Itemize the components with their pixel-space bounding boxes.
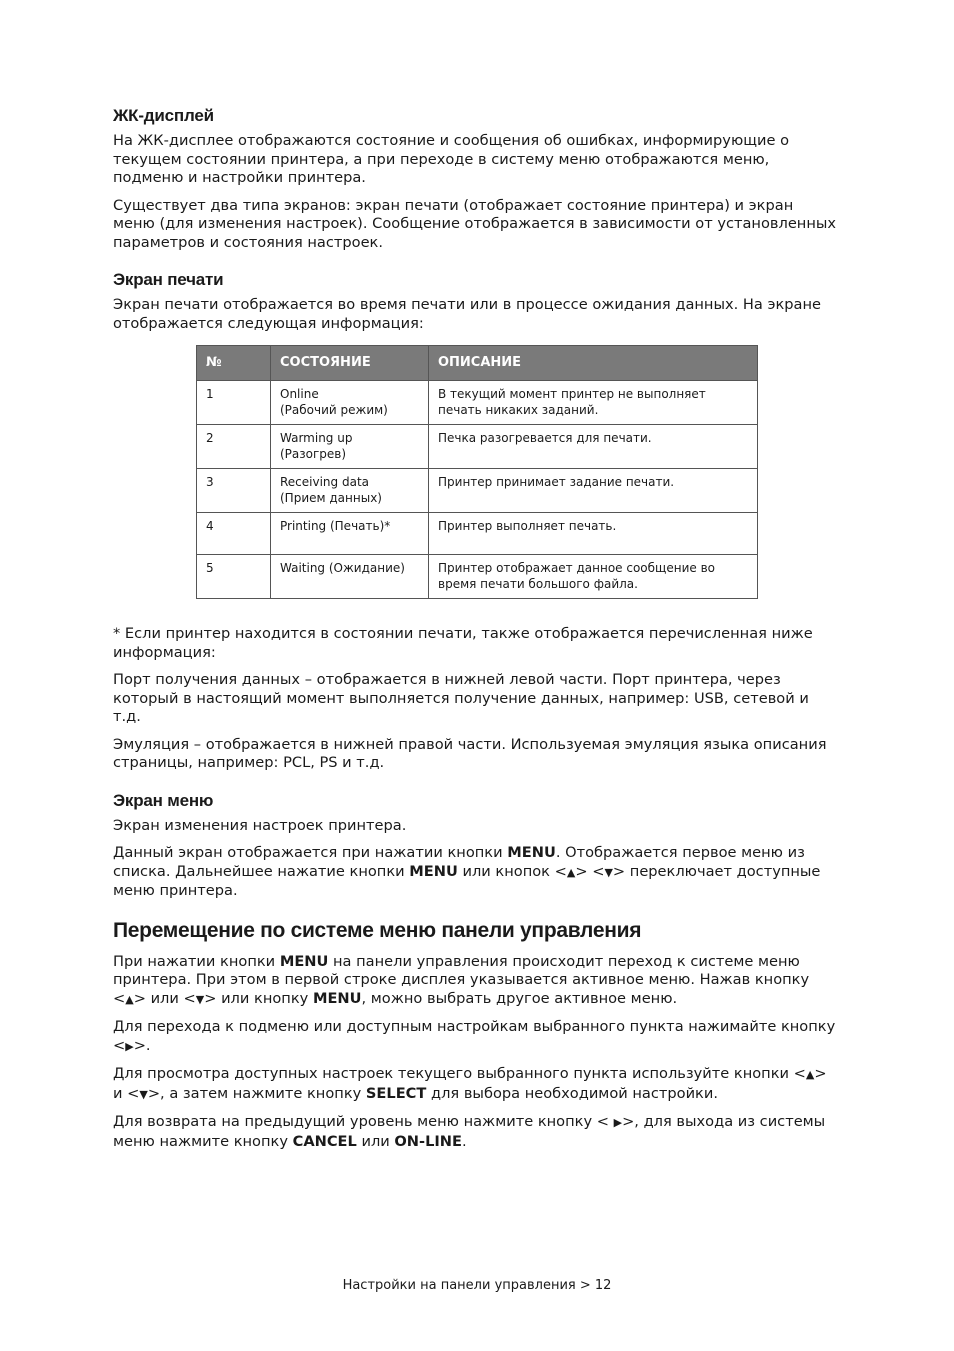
cell-description: Принтер принимает задание печати. <box>429 469 758 513</box>
print-note: * Если принтер находится в состоянии печати, также отображается перечисленная ниже информация: <box>113 625 813 661</box>
header-number: № <box>197 346 271 381</box>
right-arrow-icon: ▶ <box>125 1039 134 1053</box>
cell-number: 1 <box>197 381 271 425</box>
down-arrow-icon: ▼ <box>139 1087 148 1101</box>
cell-state: Waiting (Ожидание) <box>271 555 429 599</box>
cell-description: В текущий момент принтер не выполняет печать никаких заданий. <box>429 381 758 425</box>
emulation-paragraph: Эмуляция – отображается в нижней правой части. Используемая эмуляция языка описания страницы, например: PCL, PS и т.д. <box>113 735 827 771</box>
page-content <box>113 106 839 1160</box>
lcd-paragraph-2: Существует два типа экранов: экран печати (отображает состояние принтера) и экран меню (для изменения настроек). Сообщение отображается в зависимости от установленных параметров и состояния настроек. <box>113 196 837 251</box>
menu-key-label: MENU <box>409 862 458 880</box>
online-key-label: ON-LINE <box>394 1132 462 1150</box>
header-state: СОСТОЯНИЕ <box>271 346 429 381</box>
table-row <box>197 555 758 599</box>
lcd-paragraph-1: На ЖК-дисплее отображаются состояние и сообщения об ошибках, информирующие о текущем состоянии принтера, а при переходе в систему меню отображаются меню, подменю и настройки принтера. <box>113 132 790 186</box>
nav-paragraph-3: Для просмотра доступных настроек текущего выбранного пункта используйте кнопки <▲> и <▼>, а затем нажмите кнопку SELECT для выбора необходимой настройки. <box>113 1065 827 1102</box>
cell-state <box>271 469 429 513</box>
state-translation: (Прием данных) <box>280 490 382 505</box>
menu-paragraph-2: Данный экран отображается при нажатии кнопки MENU. Отображается первое меню из списка. Дальнейшее нажатие кнопки MENU или кнопок <▲> <▼> переключает доступные меню принтера. <box>113 844 821 899</box>
state-name: Online <box>280 387 319 401</box>
cell-description: Принтер выполняет печать. <box>429 513 758 555</box>
nav-paragraph-1: При нажатии кнопки MENU на панели управления происходит переход к системе меню принтера. При этом в первой строке дисплея указывается активное меню. Нажав кнопку <▲> или <▼> или кнопку MENU, можно выбрать другое активное меню. <box>113 952 810 1007</box>
cell-description: Печка разогревается для печати. <box>429 425 758 469</box>
right-arrow-icon: ▶ <box>613 1116 623 1129</box>
port-paragraph: Порт получения данных – отображается в нижней левой части. Порт принтера, через который в настоящий момент выполняется получение данных, например: USB, сетевой и т.д. <box>113 671 809 725</box>
cell-number: 3 <box>197 469 271 513</box>
table-row <box>197 469 758 513</box>
status-table <box>196 345 758 599</box>
menu-key-label: MENU <box>507 844 556 861</box>
menu-paragraph-1: Экран изменения настроек принтера. <box>113 816 407 834</box>
menu-key-label: MENU <box>279 952 329 970</box>
down-arrow-icon: ▼ <box>604 865 613 879</box>
table-row <box>197 381 758 425</box>
nav-paragraph-2: Для перехода к подменю или доступным настройкам выбранного пункта нажимайте кнопку <▶>. <box>113 1018 836 1054</box>
heading-menu-screen: Экран меню <box>113 790 214 810</box>
heading-print-screen: Экран печати <box>113 270 224 289</box>
cell-number: 4 <box>197 513 271 555</box>
up-arrow-icon: ▲ <box>566 865 576 879</box>
state-translation: (Разогрев) <box>280 446 347 461</box>
cell-state <box>271 381 429 425</box>
table-row <box>197 425 758 469</box>
table-header-row <box>197 346 758 381</box>
cancel-key-label: CANCEL <box>292 1132 357 1150</box>
cell-description: Принтер отображает данное сообщение во время печати большого файла. <box>429 555 758 599</box>
cell-state <box>271 425 429 469</box>
menu-key-label: MENU <box>312 989 362 1007</box>
heading-lcd: ЖК-дисплей <box>113 106 214 125</box>
up-arrow-icon: ▲ <box>125 992 134 1006</box>
print-paragraph-1: Экран печати отображается во время печати или в процессе ожидания данных. На экране отображается следующая информация: <box>113 296 822 332</box>
nav-paragraph-4: Для возврата на предыдущий уровень меню нажмите кнопку < ▶>, для выхода из системы меню нажмите кнопку CANCEL или ON-LINE. <box>113 1113 826 1150</box>
state-name: Receiving data <box>280 475 369 489</box>
up-arrow-icon: ▲ <box>805 1068 815 1081</box>
page-footer: Настройки на панели управления > 12 <box>342 1278 612 1293</box>
state-translation: (Рабочий режим) <box>280 402 388 417</box>
select-key-label: SELECT <box>365 1084 427 1102</box>
table-row <box>197 513 758 555</box>
cell-state: Printing (Печать)* <box>271 513 429 555</box>
header-description: ОПИСАНИЕ <box>429 346 758 381</box>
cell-number: 5 <box>197 555 271 599</box>
down-arrow-icon: ▼ <box>195 992 205 1006</box>
cell-number: 2 <box>197 425 271 469</box>
heading-menu-navigation: Перемещение по системе меню панели управления <box>113 918 642 942</box>
state-name: Warming up <box>280 431 353 445</box>
